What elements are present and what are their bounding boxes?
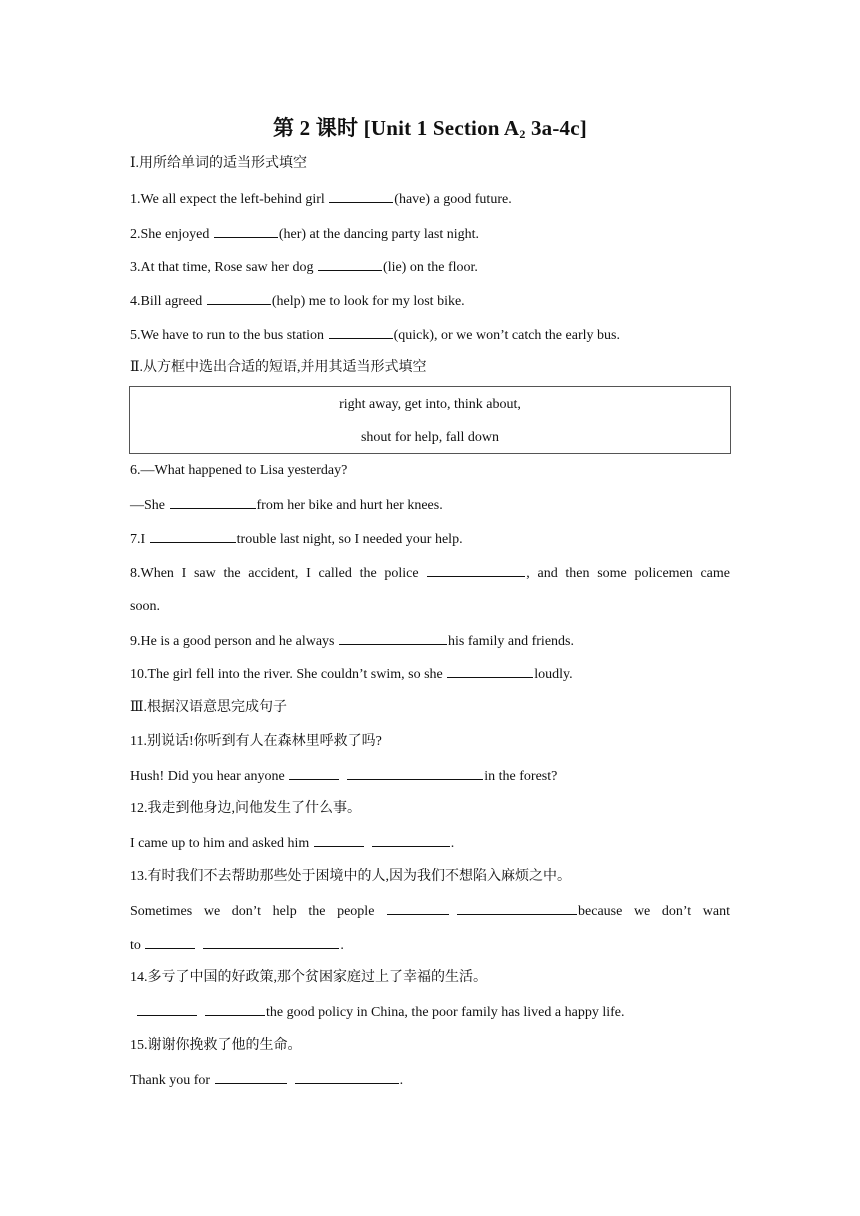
section-3-heading: Ⅲ.根据汉语意思完成句子	[130, 700, 288, 715]
answer-blank[interactable]	[329, 188, 393, 203]
question-6-prompt: 6.—What happened to Lisa yesterday?	[130, 463, 348, 478]
page-title: 第 2 课时 [Unit 1 Section $A_2$ 3a-4c]	[273, 116, 587, 141]
question-15-chinese: 15.谢谢你挽救了他的生命。	[130, 1038, 302, 1053]
question-9: 9.He is a good person and he always his family and friends.	[130, 630, 730, 652]
section-1-heading: Ⅰ.用所给单词的适当形式填空	[130, 156, 308, 171]
answer-blank[interactable]	[427, 562, 525, 577]
question-13: Sometimes we don’t help the people because we don’t want	[130, 900, 730, 922]
answer-blank[interactable]	[289, 765, 339, 780]
question-11-chinese: 11.别说话!你听到有人在森林里呼救了吗?	[130, 734, 382, 749]
answer-blank[interactable]	[387, 900, 449, 915]
answer-blank[interactable]	[347, 765, 483, 780]
answer-blank[interactable]	[207, 290, 271, 305]
answer-blank[interactable]	[318, 256, 382, 271]
question-7: 7.I trouble last night, so I needed your help.	[130, 528, 730, 550]
answer-blank[interactable]	[339, 630, 447, 645]
answer-blank[interactable]	[215, 1069, 287, 1084]
answer-blank[interactable]	[329, 324, 393, 339]
question-13-continued: to .	[130, 934, 730, 956]
section-2-heading: Ⅱ.从方框中选出合适的短语,并用其适当形式填空	[130, 360, 427, 375]
question-15: Thank you for .	[130, 1069, 730, 1091]
question-1: 1.We all expect the left-behind girl (have) a good future.	[130, 188, 730, 210]
question-14: the good policy in China, the poor family has lived a happy life.	[130, 1001, 730, 1023]
question-12-chinese: 12.我走到他身边,问他发生了什么事。	[130, 801, 361, 816]
answer-blank[interactable]	[170, 494, 256, 509]
question-4: 4.Bill agreed (help) me to look for my lost bike.	[130, 290, 730, 312]
question-8: 8.When I saw the accident, I called the police , and then some policemen came	[130, 562, 730, 584]
question-13-chinese: 13.有时我们不去帮助那些处于困境中的人,因为我们不想陷入麻烦之中。	[130, 869, 571, 884]
answer-blank[interactable]	[372, 832, 450, 847]
question-12: I came up to him and asked him .	[130, 832, 730, 854]
question-2: 2.She enjoyed (her) at the dancing party last night.	[130, 223, 730, 245]
answer-blank[interactable]	[205, 1001, 265, 1016]
question-6: —She from her bike and hurt her knees.	[130, 494, 730, 516]
answer-blank[interactable]	[447, 663, 533, 678]
answer-blank[interactable]	[214, 223, 278, 238]
answer-blank[interactable]	[145, 934, 195, 949]
answer-blank[interactable]	[137, 1001, 197, 1016]
word-box	[129, 386, 731, 454]
question-8-continued: soon.	[130, 599, 160, 614]
question-10: 10.The girl fell into the river. She couldn’t swim, so she loudly.	[130, 663, 730, 685]
word-box-line-1: right away, get into, think about,	[339, 397, 521, 412]
question-14-chinese: 14.多亏了中国的好政策,那个贫困家庭过上了幸福的生活。	[130, 970, 487, 985]
word-box-line-2: shout for help, fall down	[360, 430, 500, 445]
answer-blank[interactable]	[150, 528, 236, 543]
question-11: Hush! Did you hear anyone in the forest?	[130, 765, 730, 787]
answer-blank[interactable]	[457, 900, 577, 915]
answer-blank[interactable]	[295, 1069, 399, 1084]
answer-blank[interactable]	[314, 832, 364, 847]
answer-blank[interactable]	[203, 934, 339, 949]
question-3: 3.At that time, Rose saw her dog (lie) on the floor.	[130, 256, 730, 278]
question-5: 5.We have to run to the bus station (quick), or we won’t catch the early bus.	[130, 324, 730, 346]
